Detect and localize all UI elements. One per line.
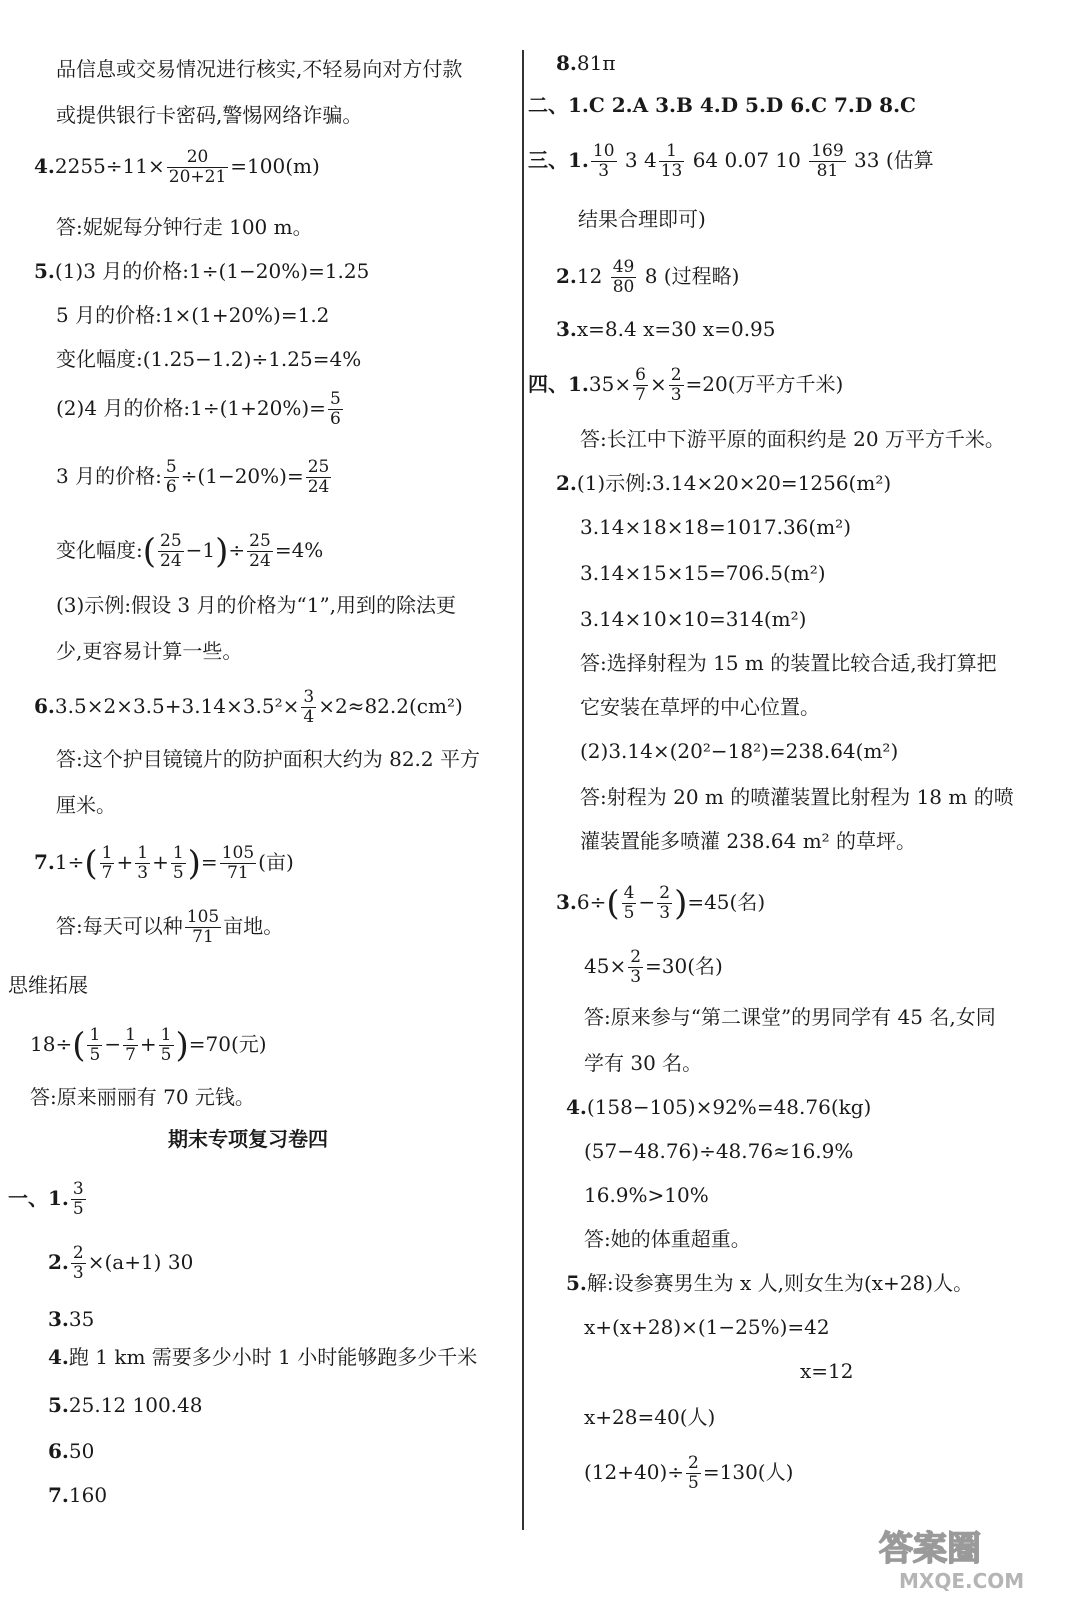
s3-item-2: 2.12 $\frac{49}{80}$ 8 (过程略) bbox=[556, 257, 740, 297]
s4-item-3-line-4: 学有 30 名。 bbox=[584, 1051, 703, 1075]
q5-line-4: (2)4 月的价格:1÷(1+20%)= $\frac{5}{6}$ bbox=[56, 389, 341, 429]
left-line-2: 或提供银行卡密码,警惕网络诈骗。 bbox=[56, 103, 363, 127]
s4-item-2-line-5: 答:选择射程为 15 m 的装置比较合适,我打算把 bbox=[580, 651, 997, 675]
s4-item-2-line-9: 灌装置能多喷灌 238.64 m² 的草坪。 bbox=[580, 829, 917, 853]
watermark-logo bbox=[873, 1524, 1063, 1594]
s4-item-5-line-1: 5.解:设参赛男生为 x 人,则女生为(x+28)人。 bbox=[566, 1271, 974, 1295]
s3-item-1-cont: 结果合理即可) bbox=[578, 207, 706, 231]
s1-item-3: 3.35 bbox=[48, 1307, 95, 1331]
s4-item-5-line-5: (12+40)÷ $\frac{2}{5}$ =130(人) bbox=[584, 1453, 794, 1493]
s3-item-1: 三、1. $\frac{10}{3}$ 3 4 $\frac{1}{13}$ 64 0.07 10 $\frac{169}{81}$ 33 (估算 bbox=[528, 141, 934, 181]
r-item-8: 8.81π bbox=[556, 51, 616, 75]
section-title: 期末专项复习卷四 bbox=[168, 1127, 328, 1151]
s4-item-1: 四、1.35× $\frac{6}{7}$ × $\frac{2}{3}$ =20(万平方千米) bbox=[528, 365, 844, 405]
s4-item-3-line-3: 答:原来参与“第二课堂”的男同学有 45 名,女同 bbox=[584, 1005, 996, 1029]
s1-item-5: 5.25.12 100.48 bbox=[48, 1393, 203, 1417]
s4-item-3-line-1: 3.6÷( $\frac{4}{5}$ − $\frac{2}{3}$ )=45(名) bbox=[556, 883, 766, 924]
q4-equation: 4.2255÷11× $\frac{20}{20+21}$ =100(m) bbox=[34, 147, 320, 187]
s4-item-4-line-4: 答:她的体重超重。 bbox=[584, 1227, 751, 1251]
q5-line-1: 5.(1)3 月的价格:1÷(1−20%)=1.25 bbox=[34, 259, 370, 283]
s4-item-1-answer: 答:长江中下游平原的面积约是 20 万平方千米。 bbox=[580, 427, 1005, 451]
q5-line-2: 5 月的价格:1×(1+20%)=1.2 bbox=[56, 303, 330, 327]
s1-item-6: 6.50 bbox=[48, 1439, 95, 1463]
s4-item-2-line-3: 3.14×15×15=706.5(m²) bbox=[580, 561, 826, 585]
s4-item-3-line-2: 45× $\frac{2}{3}$ =30(名) bbox=[584, 947, 723, 987]
thinking-equation: 18÷( $\frac{1}{5}$ − $\frac{1}{7}$ + $\frac{1}{5}$ )=70(元) bbox=[30, 1025, 267, 1066]
s4-item-5-line-2: x+(x+28)×(1−25%)=42 bbox=[584, 1315, 830, 1339]
q5-line-3: 变化幅度:(1.25−1.2)÷1.25=4% bbox=[56, 347, 362, 371]
watermark-brand: 答案圈 bbox=[879, 1529, 981, 1569]
q5-line-8: 少,更容易计算一些。 bbox=[56, 639, 243, 663]
q5-line-7: (3)示例:假设 3 月的价格为“1”,用到的除法更 bbox=[56, 593, 457, 617]
q6-answer-2: 厘米。 bbox=[56, 793, 116, 817]
s1-item-4: 4.跑 1 km 需要多少小时 1 小时能够跑多少千米 bbox=[48, 1345, 478, 1369]
q6-answer-1: 答:这个护目镜镜片的防护面积大约为 82.2 平方 bbox=[56, 747, 480, 771]
s4-item-2-line-7: (2)3.14×(20²−18²)=238.64(m²) bbox=[580, 739, 899, 763]
s1-item-7: 7.160 bbox=[48, 1483, 108, 1507]
s4-item-2-line-6: 它安装在草坪的中心位置。 bbox=[580, 695, 820, 719]
s4-item-2-line-4: 3.14×10×10=314(m²) bbox=[580, 607, 807, 631]
column-divider bbox=[522, 50, 524, 1530]
s4-item-4-line-2: (57−48.76)÷48.76≈16.9% bbox=[584, 1139, 854, 1163]
q5-line-5: 3 月的价格: $\frac{5}{6}$ ÷(1−20%)= $\frac{25}{24}$ bbox=[56, 457, 330, 497]
thinking-answer: 答:原来丽丽有 70 元钱。 bbox=[30, 1085, 255, 1109]
s1-item-1: 一、1. $\frac{3}{5}$ bbox=[8, 1179, 84, 1219]
q7-answer: 答:每天可以种 $\frac{105}{71}$ 亩地。 bbox=[56, 907, 284, 947]
left-line-1: 品信息或交易情况进行核实,不轻易向对方付款 bbox=[56, 57, 463, 81]
s4-item-2-line-8: 答:射程为 20 m 的喷灌装置比射程为 18 m 的喷 bbox=[580, 785, 1014, 809]
s4-item-2-line-2: 3.14×18×18=1017.36(m²) bbox=[580, 515, 851, 539]
q6-equation: 6.3.5×2×3.5+3.14×3.5²× $\frac{3}{4}$ ×2≈82.2(cm²) bbox=[34, 687, 463, 727]
s3-item-3: 3.x=8.4 x=30 x=0.95 bbox=[556, 317, 776, 341]
s4-item-5-line-3: x=12 bbox=[800, 1359, 854, 1383]
s4-item-2-line-1: 2.(1)示例:3.14×20×20=1256(m²) bbox=[556, 471, 892, 495]
s1-item-2: 2. $\frac{2}{3}$ ×(a+1) 30 bbox=[48, 1243, 194, 1283]
q7-equation: 7.1÷( $\frac{1}{7}$ + $\frac{1}{3}$ + $\frac{1}{5}$ )= $\frac{105}{71}$ (亩) bbox=[34, 843, 294, 884]
q4-answer: 答:妮妮每分钟行走 100 m。 bbox=[56, 215, 313, 239]
s4-item-4-line-3: 16.9%>10% bbox=[584, 1183, 709, 1207]
thinking-extension-title: 思维拓展 bbox=[8, 973, 88, 997]
watermark-url: MXQE.COM bbox=[899, 1569, 1025, 1593]
s4-item-5-line-4: x+28=40(人) bbox=[584, 1405, 716, 1429]
s2-answers: 二、1.C 2.A 3.B 4.D 5.D 6.C 7.D 8.C bbox=[528, 93, 916, 117]
q5-line-6: 变化幅度:( $\frac{25}{24}$ −1)÷ $\frac{25}{24}$ =4% bbox=[56, 531, 324, 572]
s4-item-4-line-1: 4.(158−105)×92%=48.76(kg) bbox=[566, 1095, 872, 1119]
